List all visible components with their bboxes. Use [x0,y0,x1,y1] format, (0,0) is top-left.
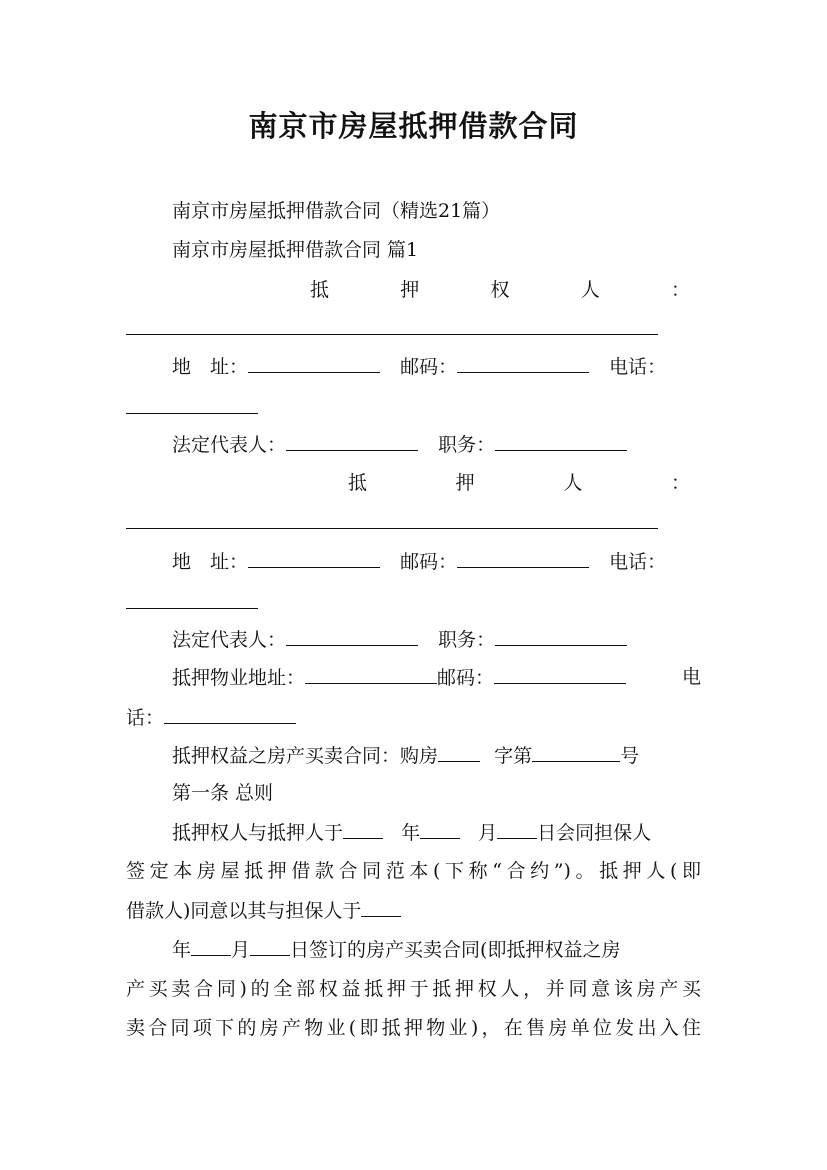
address-blank [248,354,380,373]
phone-blank [126,608,258,609]
property-phone-label-cont: 话： [126,707,165,729]
mortgagor-address-line [126,549,701,574]
mortgagor-legal-rep-line [126,627,701,652]
postcode-blank [457,549,589,568]
sale-contract-blank-2 [532,743,620,762]
phone-label: 电话： [609,356,667,378]
sale-contract-mid: 字第 [494,745,533,767]
p4-c: 日签订的房产买卖合同(即抵押权益之房 [290,939,621,961]
legal-rep-blank [286,627,418,646]
position-blank [495,627,627,646]
position-label: 职务： [438,434,496,456]
mortgagee-char: 权 [490,279,510,301]
phone-label: 电话： [609,551,667,573]
legal-rep-label: 法定代表人： [172,629,287,651]
sale-contract-end: 号 [620,745,640,767]
property-postcode-label: 邮码： [437,667,495,689]
mortgagor-char: 抵 [348,472,368,494]
mortgagee-char: 抵 [310,279,330,301]
mortgagee-name-blank [126,334,658,335]
mortgagor-label [348,471,690,495]
legal-rep-blank [286,432,418,451]
postcode-blank [457,354,589,373]
mortgagor-name-blank [126,528,658,529]
day-blank [497,820,537,839]
mortgagee-char: ： [670,279,690,301]
mortgagee-char: 押 [400,279,420,301]
mortgagee-char: 人 [580,279,600,301]
p1-b: 年 [401,822,421,844]
mortgagor-char: 押 [455,472,475,494]
p4-b: 月 [231,939,251,961]
property-phone-blank [164,705,296,724]
mortgagee-label [310,278,690,302]
postcode-label: 邮码： [400,356,458,378]
document-title: 南京市房屋抵押借款合同 [248,109,579,143]
paragraph-line: 签定本房屋抵押借款合同范本(下称“合约”)。抵押人(即 [126,860,701,882]
mortgagee-address-line [126,354,701,379]
subtitle-line: 南京市房屋抵押借款合同（精选21篇） [172,200,501,222]
p4-a: 年 [172,939,192,961]
paragraph-line [126,820,701,845]
mortgagor-char: ： [670,472,690,494]
position-blank [495,432,627,451]
paragraph-line [126,898,701,923]
property-postcode-blank [494,665,626,684]
section-heading: 南京市房屋抵押借款合同 篇1 [172,239,419,261]
legal-rep-label: 法定代表人： [172,434,287,456]
postcode-label: 邮码： [400,551,458,573]
position-label: 职务： [438,629,496,651]
article-heading: 第一条 总则 [172,782,274,804]
address-label: 地 址： [172,551,249,573]
paragraph-line: 卖合同项下的房产物业(即抵押物业)，在售房单位发出入住 [126,1017,701,1039]
p1-d: 日会同担保人 [537,822,652,844]
mortgagee-legal-rep-line [126,432,701,457]
phone-blank [126,413,258,414]
property-address-label: 抵押物业地址： [172,667,306,689]
day-blank [250,937,290,956]
p1-a: 抵押权人与抵押人于 [172,822,344,844]
property-phone-label: 电 [681,666,701,688]
property-address-blank [305,665,437,684]
p1-c: 月 [478,822,498,844]
paragraph-line: 产买卖合同)的全部权益抵押于抵押权人，并同意该房产买 [126,978,701,1000]
date-blank [361,898,401,917]
mortgagor-char: 人 [563,472,583,494]
sale-contract-line [126,743,701,768]
address-label: 地 址： [172,356,249,378]
month-blank [191,937,231,956]
paragraph-line [126,937,701,962]
property-address-line [126,665,701,690]
property-phone-line [126,705,701,730]
year-blank [343,820,383,839]
sale-contract-blank-1 [438,743,480,762]
sale-contract-label: 抵押权益之房产买卖合同：购房 [172,745,439,767]
p3: 借款人)同意以其与担保人于 [126,900,362,922]
address-blank [248,549,380,568]
month-blank [420,820,460,839]
